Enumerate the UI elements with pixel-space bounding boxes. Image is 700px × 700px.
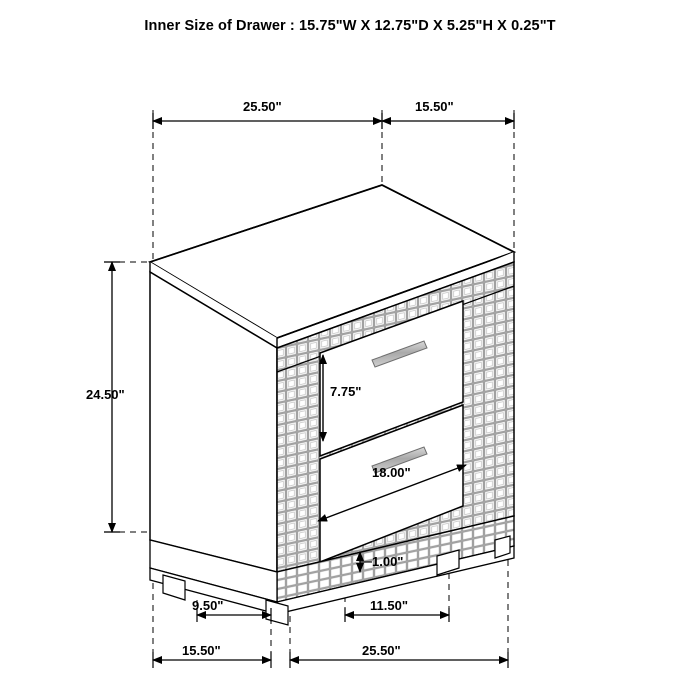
- dim-label-total-right: 25.50": [362, 643, 401, 658]
- page-title: Inner Size of Drawer : 15.75"W X 12.75"D X 5.25"H X 0.25"T: [144, 18, 556, 34]
- dim-label-left-height: 24.50": [86, 387, 125, 402]
- dim-label-front-right: 11.50": [370, 598, 408, 613]
- top-dimension-group: [153, 113, 514, 129]
- dim-label-top-right: 15.50": [415, 99, 454, 114]
- dim-label-drawer-width: 18.00": [372, 465, 411, 480]
- bottom-front-dimension-group: [197, 608, 449, 622]
- dim-label-leg-height: 1.00": [372, 554, 404, 569]
- dim-label-drawer-height: 7.75": [330, 384, 362, 399]
- dim-label-top-left: 25.50": [243, 99, 282, 114]
- dim-label-front-left: 9.50": [192, 598, 224, 613]
- nightstand-body: [150, 185, 514, 625]
- dim-label-total-left: 15.50": [182, 643, 221, 658]
